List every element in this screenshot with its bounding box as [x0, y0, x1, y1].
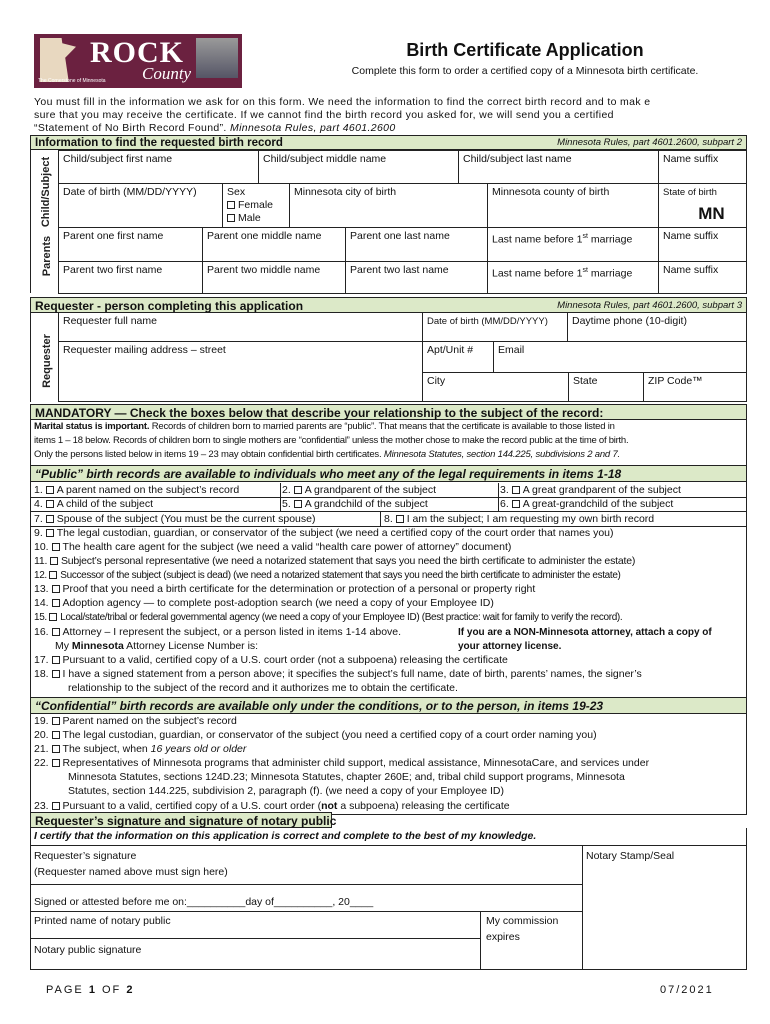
- parent1-last-name-field[interactable]: Parent one last name: [345, 227, 488, 262]
- notary-printed-name-label: Printed name of notary public: [34, 915, 171, 927]
- attest-line[interactable]: Signed or attested before me on:__________day of__________, 20____: [34, 896, 374, 908]
- public-records-header: “Public” birth records are available to individuals who meet any of the legal requirements in items 1-18: [30, 465, 747, 482]
- requester-signature-note: (Requester named above must sign here): [34, 866, 228, 878]
- item-11-checkbox[interactable]: [50, 557, 58, 565]
- section-signature-header: Requester’s signature and signature of notary public: [30, 812, 332, 828]
- page-title: Birth Certificate Application: [406, 40, 644, 60]
- side-label-requester: Requester: [41, 334, 53, 388]
- requester-email-field[interactable]: Email: [493, 341, 747, 373]
- item-19: 19. Parent named on the subject’s record: [34, 715, 237, 727]
- courthouse-image: [196, 38, 238, 78]
- item-23-checkbox[interactable]: [52, 802, 60, 810]
- county-logo: [34, 34, 242, 88]
- item-16: 16. Attorney – I represent the subject, or a person listed in items 1-14 above.: [34, 626, 402, 638]
- requester-state-field[interactable]: State: [568, 372, 644, 402]
- requester-full-name-field[interactable]: Requester full name: [58, 312, 423, 342]
- marital-status-text-1: Marital status is important. Records of children born to married parents are “public”. That means that the certificate is available to those listed in: [34, 421, 615, 432]
- parent1-first-name-field[interactable]: Parent one first name: [58, 227, 203, 262]
- item-13-checkbox[interactable]: [52, 585, 60, 593]
- item-4: 4. A child of the subject: [34, 498, 153, 510]
- item-3: 3. A great grandparent of the subject: [500, 484, 681, 496]
- item-21: 21. The subject, when 16 years old or older: [34, 743, 247, 755]
- male-checkbox[interactable]: [227, 214, 235, 222]
- requester-address-field[interactable]: Requester mailing address – street: [58, 341, 423, 402]
- sex-group: Sex Female Male: [222, 183, 290, 228]
- logo-subtext: County: [142, 64, 192, 83]
- parent2-last-before-marriage-field[interactable]: Last name before 1st marriage: [487, 261, 659, 294]
- item-14-checkbox[interactable]: [52, 599, 60, 607]
- item-20-checkbox[interactable]: [52, 731, 60, 739]
- item-12: 12. Successor of the subject (subject is dead) (we need a notarized statement that says you need the birth certificate to administer the estate): [34, 570, 621, 581]
- item-10: 10. The health care agent for the subject (we need a valid “health care power of attorney” document): [34, 541, 512, 553]
- intro-line-2: sure that you may receive the certificate. If we cannot find the birth record you asked for, we will send you a certified: [34, 109, 614, 121]
- item-12-checkbox[interactable]: [49, 571, 57, 579]
- section-mandatory-header: MANDATORY — Check the boxes below that describe your relationship to the subject of the record:: [30, 404, 747, 420]
- item-6-checkbox[interactable]: [512, 500, 520, 508]
- marital-status-text-3: Only the persons listed below in items 19 – 23 may obtain confidential birth certificates. Minnesota Statutes, section 144.225, subdivisions 2 and 7.: [34, 449, 620, 460]
- item-7: 7. Spouse of the subject (You must be the current spouse): [34, 513, 316, 525]
- item-19-checkbox[interactable]: [52, 717, 60, 725]
- item-8-checkbox[interactable]: [396, 515, 404, 523]
- item-16-note-2: your attorney license.: [458, 641, 562, 652]
- confidential-records-header: “Confidential” birth records are available only under the conditions, or to the person, in items 19-23: [30, 697, 747, 714]
- logo-text: ROCK: [90, 36, 184, 69]
- county-of-birth-field[interactable]: Minnesota county of birth: [487, 183, 659, 228]
- certify-text: I certify that the information on this application is correct and complete to the best of my knowledge.: [34, 830, 537, 842]
- item-2-checkbox[interactable]: [294, 486, 302, 494]
- item-17: 17. Pursuant to a valid, certified copy of a U.S. court order (not a subpoena) releasing the certificate: [34, 654, 508, 666]
- city-of-birth-field[interactable]: Minnesota city of birth: [289, 183, 488, 228]
- item-15: 15. Local/state/tribal or federal governmental agency (we need a copy of your Employee ID) (Best practice: wait for family to verify the record).: [34, 612, 623, 623]
- notary-printed-name-field[interactable]: [31, 912, 479, 938]
- female-checkbox[interactable]: [227, 201, 235, 209]
- requester-apt-field[interactable]: Apt/Unit #: [422, 341, 494, 373]
- parent2-first-name-field[interactable]: Parent two first name: [58, 261, 203, 294]
- item-22-cont-1: Minnesota Statutes, sections 124D.23; Minnesota Statutes, chapter 260E; and, tribal child support programs, Minnesota: [68, 771, 625, 783]
- item-1-checkbox[interactable]: [46, 486, 54, 494]
- state-value: MN: [698, 204, 725, 223]
- item-10-checkbox[interactable]: [52, 543, 60, 551]
- side-label-parents: Parents: [41, 235, 53, 277]
- parent2-middle-name-field[interactable]: Parent two middle name: [202, 261, 346, 294]
- page-subtitle: Complete this form to order a certified copy of a Minnesota birth certificate.: [351, 65, 699, 77]
- parent2-last-name-field[interactable]: Parent two last name: [345, 261, 488, 294]
- item-16-note: If you are a NON-Minnesota attorney, attach a copy of: [458, 627, 712, 638]
- requester-phone-field[interactable]: Daytime phone (10-digit): [567, 312, 747, 342]
- item-18-cont: relationship to the subject of the record and it authorizes me to obtain the certificate.: [68, 682, 458, 694]
- parent1-name-suffix-field[interactable]: Name suffix: [658, 227, 747, 262]
- form-date: 07/2021: [660, 984, 714, 996]
- parent1-last-before-marriage-field[interactable]: Last name before 1st marriage: [487, 227, 659, 262]
- section-birth-record-header: Information to find the requested birth record Minnesota Rules, part 4601.2600, subpart 2: [30, 135, 747, 150]
- page-number: PAGE 1 OF 2: [46, 984, 135, 996]
- intro-line-3: “Statement of No Birth Record Found”. Minnesota Rules, part 4601.2600: [34, 122, 396, 134]
- item-4-checkbox[interactable]: [46, 500, 54, 508]
- item-20: 20. The legal custodian, guardian, or conservator of the subject (you need a certified copy of a court order naming you): [34, 729, 597, 741]
- item-13: 13. Proof that you need a birth certificate for the determination or protection of a personal or property right: [34, 583, 536, 595]
- item-6: 6. A great-grandchild of the subject: [500, 498, 674, 510]
- side-label-child: Child/Subject: [40, 156, 52, 228]
- item-22-checkbox[interactable]: [52, 759, 60, 767]
- requester-city-field[interactable]: City: [422, 372, 569, 402]
- item-11: 11. Subject’s personal representative (we need a notarized statement that says you need the birth certificate to administer the estate): [34, 555, 636, 567]
- item-8: 8. I am the subject; I am requesting my own birth record: [384, 513, 655, 525]
- parent1-middle-name-field[interactable]: Parent one middle name: [202, 227, 346, 262]
- item-3-checkbox[interactable]: [512, 486, 520, 494]
- item-18: 18. I have a signed statement from a person above; it specifies the subject’s full name, date of birth, parents’ names, the signer’s: [34, 668, 642, 680]
- item-9-checkbox[interactable]: [46, 529, 54, 537]
- child-first-name-field[interactable]: Child/subject first name: [58, 150, 259, 184]
- item-22: 22. Representatives of Minnesota programs that administer child support, medical assistance, MinnesotaCare, and services under: [34, 757, 650, 769]
- item-9: 9. The legal custodian, guardian, or conservator of the subject (we need a certified copy of the court order that names you): [34, 527, 614, 539]
- item-14: 14. Adoption agency — to complete post-adoption search (we need a copy of your Employee ID): [34, 597, 494, 609]
- item-5: 5. A grandchild of the subject: [282, 498, 428, 510]
- item-16-license: My Minnesota Attorney License Number is:: [55, 640, 259, 652]
- parent2-name-suffix-field[interactable]: Name suffix: [658, 261, 747, 294]
- commission-label: My commission: [486, 915, 559, 927]
- item-23: 23. Pursuant to a valid, certified copy of a U.S. court order (not a subpoena) releasing the certificate: [34, 800, 510, 812]
- item-18-checkbox[interactable]: [52, 670, 60, 678]
- commission-expires-label: expires: [486, 931, 520, 943]
- marital-status-text-2: items 1 – 18 below. Records of children born to single mothers are “confidential” unless the mother chose to make the record public at the time of birth.: [34, 435, 629, 446]
- requester-zip-field[interactable]: ZIP Code™: [643, 372, 747, 402]
- logo-tagline: The Cornerstone of Minnesota: [38, 78, 106, 84]
- child-name-suffix-field[interactable]: Name suffix: [658, 150, 747, 184]
- requester-dob-field[interactable]: Date of birth (MM/DD/YYYY): [422, 312, 568, 342]
- item-5-checkbox[interactable]: [294, 500, 302, 508]
- child-middle-name-field[interactable]: Child/subject middle name: [258, 150, 459, 184]
- requester-signature-field[interactable]: [31, 846, 581, 884]
- item-2: 2. A grandparent of the subject: [282, 484, 437, 496]
- item-7-checkbox[interactable]: [46, 515, 54, 523]
- item-17-checkbox[interactable]: [52, 656, 60, 664]
- item-15-checkbox[interactable]: [49, 613, 57, 621]
- notary-signature-label: Notary public signature: [34, 944, 142, 956]
- item-21-checkbox[interactable]: [52, 745, 60, 753]
- state-of-birth-field: State of birth MN: [658, 183, 747, 228]
- notary-stamp-label: Notary Stamp/Seal: [586, 850, 675, 862]
- item-1: 1. A parent named on the subject’s record: [34, 484, 240, 496]
- item-16-checkbox[interactable]: [52, 628, 60, 636]
- intro-line-1: You must fill in the information we ask for on this form. We need the information to find the correct birth record and to mak e: [34, 96, 651, 108]
- minnesota-shape-icon: [40, 38, 76, 82]
- requester-signature-label: Requester’s signature: [34, 850, 137, 862]
- item-22-cont-2: Statutes, section 144.225, subdivision 2, paragraph (f). (we need a copy of your Employee ID): [68, 785, 504, 797]
- notary-signature-field[interactable]: [31, 939, 479, 969]
- child-last-name-field[interactable]: Child/subject last name: [458, 150, 659, 184]
- child-dob-field[interactable]: Date of birth (MM/DD/YYYY): [58, 183, 223, 228]
- section-requester-header: Requester - person completing this application Minnesota Rules, part 4601.2600, subpart 3: [30, 297, 747, 313]
